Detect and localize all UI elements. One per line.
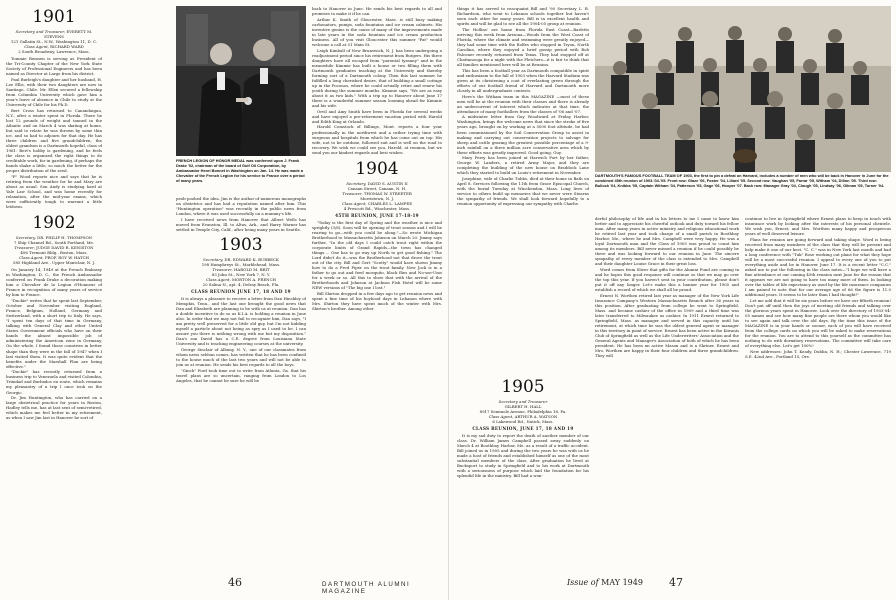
officer-role: Class Agent,: [206, 276, 231, 282]
class-year-heading: 1901: [32, 7, 76, 27]
paragraph: Leigh Kimball of New Brunswick, N. J. has been undergoing a readjustment period since his retirement from Rutgers. His three daughters have all escaped from "parental tyranny" and in the meanwhile Kimmie has built a house or two filling them with Dartmouth graduates teaching at the University and thereby forming sort of a Dartmouth colony. Then this last summer he fulfilled a long cherished desire, that of building a small cottage up in the Poconos, where he could actually retire and renew his youth during the summer months. Kimmie says, "We are as easy about it as two kids." With a trip up to Hanover about June 17 there is a wonderful summer season looming ahead for Kimmie and his wife.: [312, 47, 442, 109]
reunion-notice: CLASS REUNION, JUNE 17, 18 AND 19: [472, 426, 574, 431]
officer-address: 83 John St., New York 7, N. Y.: [211, 271, 271, 277]
paragraph: "Duckie" has recently returned from a business trip to Venezuela and visited Colombia, Trinidad and Barbados en route, which remains my pleasantry of a trip I once took on the Georgic.: [6, 369, 102, 395]
officer-role: Secretary,: [346, 180, 367, 186]
officer-name: THOMAS W. STREETER: [363, 190, 412, 196]
officer-role: Class Agent,: [341, 200, 367, 206]
class-year-heading: 1902: [32, 213, 76, 234]
paragraph: The Hollins' are home from Florida East Coast—Barletts arriving this week from Arizona—Woods from the West Coast of Florida, where the climate and swimming were greatly enjoyed—they had some time with the Rolfes who stopped in Tryon, North Carolina, where they enjoyed a brief gossip period with Bob Falconer recently returned from Texas. They had stopped off at Chattanooga for a night with the Fletchers—it is fair to think that all families mentioned here will be at Reunion.: [457, 26, 589, 68]
paragraph: Dr. Jim Huntington, who has carried on a large obstetrical practice for years in Boston, Hadley tells me, has at last sent of semi-retired, which makes me feel better in my retirement, as when I saw Jim last in Hanover he sort of: [6, 395, 102, 421]
paragraph: New addresses: John T. Keady, Dublin, N. H.; Chester Lawrence, 719 S.E. 42nd Ave., Portland 15, Ore.: [745, 349, 891, 360]
paragraph: things it has served to reacquaint Bill and '90 Secretary L. B. Richardson, who went to Lebanon schools together but haven't seen each other for many years. Bill is in excellent health and spirits and will be glad to see all the 1904-05 group at reunion.: [457, 6, 589, 27]
column-3: [312, 6, 442, 568]
page-number-left: 46: [228, 576, 242, 589]
officer-name: JUDGE DAVID R. KENISTON: [36, 245, 94, 251]
paragraph: Josephine, wife of Charlie Tubbs, died at their home in Bath on April 8. Services following the 11th from Grace Episcopal Church, with the burial Tuesday at Winchendon, Mass. Long lives of service to others build up memories that we never were Stearns the sympathy of friends. We shall look forward hopefully to a reunion opportunity of expressing our sympathy with Charlie.: [457, 176, 589, 207]
class-year-heading: 1903: [219, 234, 263, 255]
officer-name: EVERETT M. STEVENS: [44, 29, 93, 39]
officer-role: Secretary,: [203, 256, 224, 262]
officer-name: DR. PHILIP H. THOMPSON: [37, 235, 93, 241]
paragraph: I have received news from Hanover that Albert Wells has moved from Evanston, Ill. to Altus, Ark., and Harry Warner has settled in Temple City, Calif., after being many years in Seattle.: [176, 216, 306, 232]
football-team-caption: DARTMOUTH'S FAMOUS FOOTBALL TEAM OF 1903, the first to pin a defeat on Harvard, includes a number of men who will be back in Hanover in June for the combined 45th reunion of 1903-'04-'05. Front row: Glaze '06, Foster '04, Lillard '05. Second row: Vaughan '05, Farrar '05, Witham '04, Dillon '05. Third row: Bullock '04, Knibbs '05, Captain Witham '04, Patterson '05, Gage '06, Hooper '07. Back row: Manager Gray '04, Clough '05, Lindsay '06, Gilman '05, Turner '04.: [595, 174, 889, 188]
paragraph: Mary Perry has been joined at Harwich Port by her father, George W. Landers, a retired Army Major, and they are completing the building of the new house on Braddock Lane which they started to build on Louis's retirement in November.: [457, 155, 589, 176]
paragraph: peoh-poohed the idea. Jim is the author of numerous monographs on obstetrics and has had a reputation named after him. This "Huntington operation" was recently in the public news from London, where it was used successfully on a mummy's life.: [176, 196, 306, 217]
page-number-right: 47: [669, 576, 683, 589]
officer-address: 4 Prescott Rd., Winchester, Mass.: [343, 205, 411, 211]
officer-address: 198 Humphreys St., Marblehead, Mass.: [201, 261, 281, 267]
officer-address: 7 Ship Channel Rd., South Portland, Me.: [13, 240, 95, 246]
officer-address: 2 South Broadway, Lawrence, Mass.: [18, 49, 90, 54]
class-1905-block: [457, 376, 589, 568]
officer-role: Treasurer,: [212, 266, 233, 272]
officer-role: Class Agent,: [488, 414, 514, 419]
paragraph: Arthur K. Smith of Gloucester, Mass. is still busy making carbonators, pumps, soda fountains and ice cream cabinets. His inventive genius is the cause of many of the improvements made in late years in the soda fountain and ice cream production business. All of you visit Gloucester this summer "Fat" would welcome a call at 51 Main St.: [312, 16, 442, 47]
officer-name: DAVID S. AUSTIN II: [367, 180, 408, 186]
officer-name: ARTHUR A. WATSON: [514, 414, 558, 419]
reunion-notice: 45TH REUNION, JUNE 17-18-19: [335, 212, 419, 218]
paragraph: Word comes from Sliver that gifts for the Alumni Fund are coming in and he hopes this good response will continue so that we may go over the top this year. If you haven't sent in your contribution, please don't put it off any longer. Let's make this a banner year for 1905 and establish a record of which we shall all be proud.: [595, 267, 739, 293]
officer-name: HAROLD M. BRIT: [234, 266, 270, 272]
paragraph: "Today is the first day of Spring and the weather is nice and sprightly (3/8). Soon will be opening of trout season and I will be rearing to go—with you could be along."—So wrote Michigan Brotherhood to Massachusetts Johnson on March 20. Jimmy says further, "In the old days I could catch trout right within the corporate limits of Grand Rapids—the town has changed things.… One has to go way up North to get good fishing." The Lord didn't do it—was the Brotherhood not that drove the trout out of the city. Bill and Gert "Scotty" would have shown Jimmy how to do a Fred Piper on the trout family. Now Jock is in a father to go out and feed mosquito, black flies and No-see-Ums for a week or so. All this to show that with the arrival of the Brotherhoods and Johnson at Jackson Fish Hotel will be some NEW versions of "The big one I lost.": [312, 219, 442, 291]
paragraph: derful philosophy of life and in his letters to me I came to know him better and to appreciate his cheerful outlook and duty toward his fellow man. After many years in active ministry and religious educational work he retired last year and took charge of a small parish in Boothbay Harbor, Me., where he and Mrs. Campbell were very happy. He was a loyal Dartmouth man and the Class of 1905 was proud to count him among its members. Bill never missed a reunion if he could possibly be there and was looking forward to our reunion in June. The sincere sympathy of every member of the class is extended to Mrs. Campbell and their daughter Louise Grace in their great loss.: [595, 216, 739, 267]
paragraph: Tommie Remsen is serving as President of the Tri-County Chapter of the New York State Society of Professional Engineers and has been named as Director at Large from his district.: [6, 56, 102, 77]
column-1: [6, 6, 102, 568]
officer-address: Morristown, N. J.: [360, 195, 394, 201]
officer-role: Class Agent,: [24, 44, 49, 49]
football-team-photo: [595, 6, 891, 172]
paragraph: Harold Comstock of Billings, Mont. reports a four year professionally in the northwest and a rather trying time with surgeons and hospitals from which he has come out on top. His wife, not to be outdone, followed suit and is well on the road to recovery. We wish we could see you, Harold, at reunion, but we send you our kindest regards and best wishes.: [312, 124, 442, 155]
paragraph: "Ginch" Ford took time out to write from Atlanta, Ga. that his travel plans are so uncertain, ranging from London to Los Angeles, that he cannot be sure he will be: [176, 367, 306, 383]
paragraph: Bill Shirton dropped in a few days ago to get reunion news and spent a fine time of his boyhood days in Lebanon where with Mrs. Shirton they have spent much of the winter with Mrs. Shirton's brother. Among other: [312, 291, 442, 312]
paragraph: George Sinclair of Albany, N. Y., one of our classmates from whom news seldom comes, has written that he has been confined to the house much of the last two years and will not be able to join us at reunion. He sends his best regards to all the boys.: [176, 347, 306, 368]
officer-role: Secretary and Treasurer,: [15, 29, 66, 34]
officer-name: CHARLES L. LAMPEE: [367, 200, 413, 206]
officer-address: 8917 Seminole Avenue, Philadelphia 18, Pa.: [479, 409, 567, 414]
paragraph: "Duckie" writes that he spent last September, October and November visiting England, France, Belgium, Holland, Germany and Switzerland, with a short trip to Italy. He says, "I spent ten days of that time in Germany, talking with General Clay and other United States Government officials who have on their hands the almost impossible job of administering the American zone in Germany. On the whole, I found those countries in better shape than they were in the fall of 1947 when I last visited them. It was quite evident that the benefits under the Marshall Plan are being effective.": [6, 298, 102, 369]
magazine-title: DARTMOUTH ALUMNI MAGAZINE: [322, 581, 411, 595]
officer-name: RICHARD WARD: [50, 44, 84, 49]
legion-of-honor-caption: FRENCH LEGION OF HONOR MEDAL was conferred upon J. Frank Drake '02, chairman of the board of Gulf Oil Corporation, by Ambassador Henri Bonnet in Washington on Jan. 14. He was made a Chevalier of the French Legion for his service to France over a period of many years.: [176, 159, 305, 183]
paragraph: "P" Wood reports nice and says that he is retiring from the weather for he and Mary are about as usual. Son Andy is studying hard at Yale Law School, and was home recently for relaxation, after the mid-year exams, which were sufficiently tough to warrant a little letdown.: [6, 173, 102, 210]
legion-of-honor-photo: [176, 6, 306, 156]
reunion-notice: CLASS REUNION JUNE 17, 18 AND 19: [191, 288, 291, 294]
paragraph: On January 14, 1949 at the French Embassy in Washington, D. C., the French Ambassador conferred on Frank Drake a decoration making him a Chevalier de la Legion d'Honneur of France in recognition of many years of service by him to France.: [6, 267, 102, 298]
officer-address: 6 Lakewood Rd., Natick, Mass.: [492, 419, 554, 424]
paragraph: Bert Cross has returned to Canandaigua, N.Y., after a winter spent in Florida. There he lost 12 pounds of weight and tanned in the Atlantic and on March 4 was skating at home, but said to relate he was thrown by some thin ice, and so had to adjourn for that day. He has three children and five grandchildren, the oldest grandson is a Dartmouth hopeful, class of 1961. Bert's hobby is gardening, and he feels the class is organized the right things to do creditable work, for in gardening, if perhaps the hands shake a little, so much the better for the proper distribution of the seed.: [6, 107, 102, 174]
officer-address: 20 Salina N., apt. 4, Delray Beach, Fla.: [202, 281, 280, 287]
officer-address: 121 Gallatin St., N.W., Washington 11, D. C.: [10, 39, 98, 44]
paragraph: Let me add that it will be six years before we have our fiftieth reunion! Don't put off until then the joys of meeting old friends and talking over the glorious years spent in Hanover. Look over the directory of 1903-04-05 names and see how many fine people are there whom you would like to see again and talk over the old days. By the time this issue of the MAGAZINE is in your hands or sooner, each of you will have received from the college cards on which you will be asked to make reservations for the reunion. You are to attend to this yourself as the committee has nothing to do with dormitory reservations. The committee will take care of everything else. Let's get 100%!: [745, 297, 891, 349]
officer-name: PROF. ROY W. HATCH: [44, 255, 89, 261]
officer-address: 585 Highland Ave., Upper Montclair, N. J.: [12, 260, 96, 266]
paragraph: Orvil and Amy Smith have been in Florida for several weeks and have enjoyed a pre-retirement vacation period with Harold and Edith King at Orlando.: [312, 108, 442, 124]
paragraph: Here's the Witham team in this MAGAZINE —most of these men will be at the reunion with their classes and there is already an undercurrent of interest which indicates at that time, the attendance of many footballers from the classes of '06 and '07.: [457, 93, 589, 114]
officer-name: MORTON A. FRENCH: [231, 276, 276, 282]
class-year-heading: 1904: [355, 158, 399, 179]
issue-prefix: Issue of: [567, 578, 599, 587]
officer-role: Treasurer,: [342, 190, 363, 196]
ceremony-photo-graphic: [176, 6, 306, 156]
officer: [6, 29, 102, 39]
column-7: [595, 216, 739, 568]
paragraph: Plans for reunion are going forward and taking shape. Word is being received from many members of the class that they will be present and help make it one of our best. "C. C." was in New York last month and had a long conference with "Tuk" Rose working out plans for what they hope will be a most successful reunion. I appeal to every one of you to put everything aside and be in Hanover June 17. It is a recent letter "C.C." asked me to put the following in the class notes—"I hope we will have a fine attendance at our coming 45th reunion next June for the reason that it appears we are not going to have too many more of them. In looking over the tables of life expectancy as used by the life insurance companies I am pained to note that for our average age of 66 the figure is 11.0 additional years. It seems to be later than I had thought!": [745, 236, 891, 298]
issue-date: MAY 1949: [601, 578, 643, 587]
officer-name: GILBERT H. HALL: [504, 404, 542, 409]
paragraph: Ernest N. Worthen retired last year as manager of the New York Life Insurance Company's Western Massachusetts Branch after 36 years in this position. After graduating from college he went to Springfield, Mass. and became cashier of the office in 1909 and a third time was later transferred to Milwaukee as cashier. In 1911 Ernest returned to Springfield, Mass. as manager and served in this capacity until his retirement, at which time he was the oldest general agent or manager in this territory in point of service. Ernest has been active in the Kiwanis Club of Springfield as well as the Life Underwriters' Association and the General Agents and Manager's Association of both of which he has been president. He has been an active Mason and is a Shriner. Ernest and Mrs. Worthen are happy in their four children and three grandchildren. They will: [595, 292, 739, 359]
officer-role: Secretary,: [15, 235, 36, 241]
paragraph: Paul Burleigh's daughter and her husband, H. Lee Ellis, with their two daughters are now in Santiago, Chile. Mr. Ellen secured a fellowship from Columbia University which gave him a year's leave of absence in Chile to study at the University of Chile for his Ph.D.: [6, 76, 102, 108]
right-page: [448, 0, 896, 600]
paragraph: This has been a football year as Dartmouth compatible in spirit and enthusiasm to the fall of 1903 when the Harvard Stadium was given at its christening a coat of everlasting green through the efforts of our football friend of Harvard and Dartmouth more closely in all undergraduate contests.: [457, 67, 589, 93]
paragraph: continue to live in Springfield where Ernest plans to keep in touch with insurance work by looking after the interests of his personal clientele. We wish you, Ernest, and Mrs. Worthen many happy and prosperous years of well deserved leisure.: [745, 216, 891, 237]
officer-role: Class Agent,: [19, 255, 44, 261]
paragraph: It is my sad duty to report the death of another member of our class. Dr. William James Campbell passed away suddenly on March 4 at Boothbay Harbor, Me. as a result of a traffic accident. Bill joined us in 1905 and during the two years he was with us he made a host of friends and established himself as one of the most substantial members of the class. After graduation he lived at Bucksport to study in Springfield and to his work at Dartmouth with a seriousness of purpose which laid the foundation for his splendid life in the ministry. Bill had a won-: [457, 433, 589, 479]
officer-role: Secretary and Treasurer: [498, 399, 548, 404]
officer-address: 406 Tremont Bldg., Boston, Mass.: [20, 250, 88, 256]
paragraph: A midwinter letter from Guy Woodward at Friday Harbor, Washington, brings the welcome news that since the stroke of five years ago, brought on by working at a 5000 foot altitude, he had been commissioned by the Soil Conservation Group to assist in making and carrying out conservation projects to salvage for sheep and cattle grazing the greatest possible percentage of a 9-inch rainfall on a three million acre conservative area which by these efforts was greatly improved. Good going, Guy.: [457, 114, 589, 155]
column-2: [176, 196, 306, 568]
team-photo-graphic: [595, 6, 891, 172]
paragraph: back to Hanover in June. He sends his best regards to all and promises to make it if he can.: [312, 6, 442, 17]
paragraph: It is always a pleasure to receive a letter from Dan Hinckley of Memphis, Tenn., and the last one brought the good news that Dan and Elizabeth are planning to be with us at reunion. Dan has a double incentive to do so as K.I.A. is holding a reunion in June also. In order that we may not fail to recognize him, Dan says, "I am pretty well preserved for a little old guy, but I'm not kidding myself a particle about not being as spry as I used to be. I can assure you there is nothing wrong with me but my disposition." Dan's son David has a C.E. degree from Louisiana State University and is teaching engineering courses at the university.: [176, 295, 306, 347]
issue-line: [567, 578, 643, 587]
officer-role: Treasurer,: [14, 245, 35, 251]
class-year-heading: 1905: [501, 377, 545, 397]
column-8: [745, 216, 891, 568]
officer-address: Canaan Street, Canaan, N. H.: [347, 185, 407, 191]
officer-name: DR. EDWARD K. BURBECK: [224, 256, 279, 262]
